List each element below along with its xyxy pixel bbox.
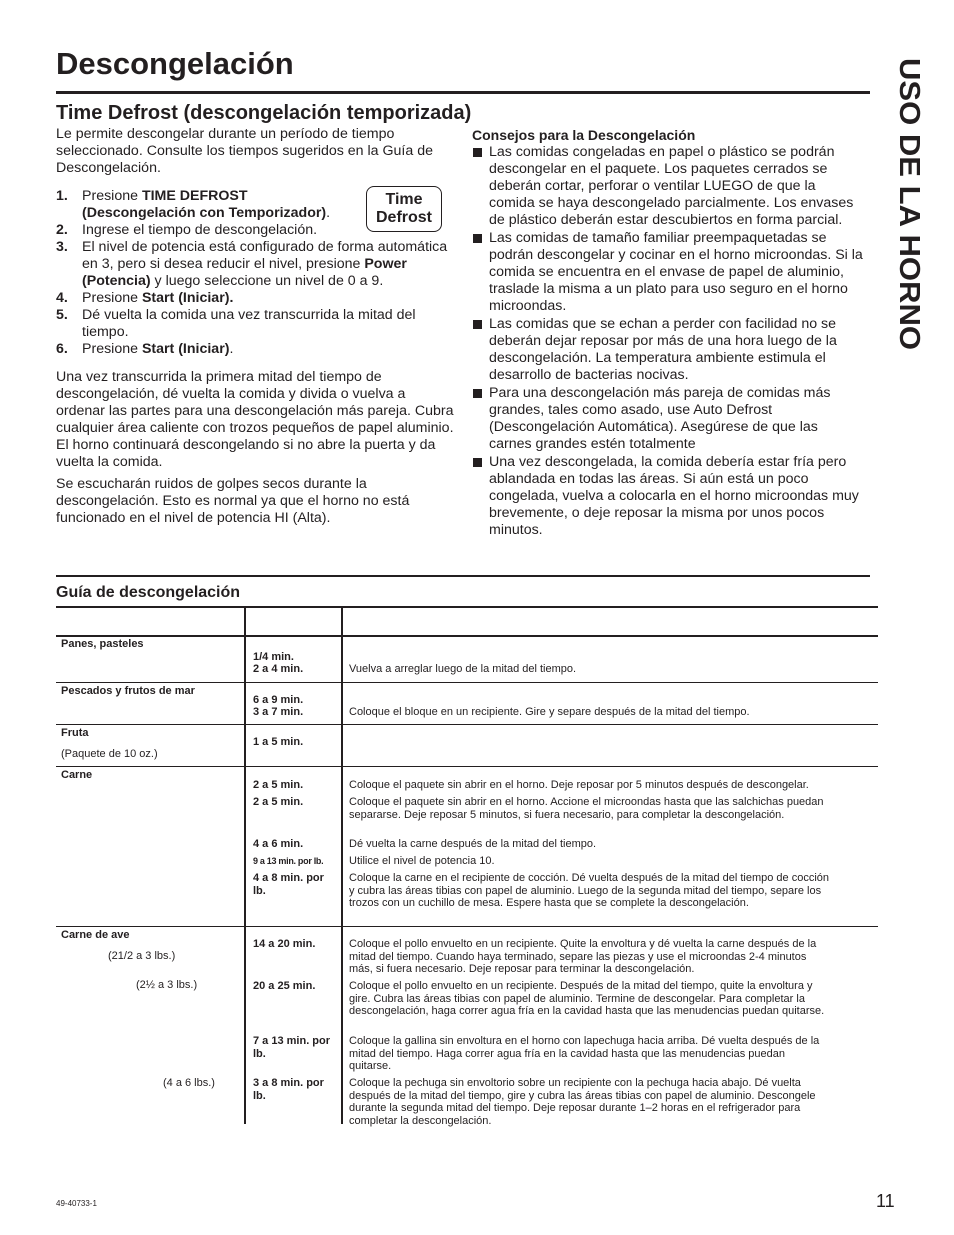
row-time: 14 a 20 min. — [253, 938, 316, 950]
row-instruction: Coloque el bloque en un recipiente. Gire y separe después de la mitad del tiempo. — [349, 706, 750, 718]
guide-title: Guía de descongelación — [56, 584, 241, 601]
step-text: Ingrese el tiempo de descongelación. — [82, 222, 318, 238]
table-row — [56, 636, 878, 682]
tip-item — [472, 385, 864, 453]
row-instruction: Coloque la pechuga sin envoltorio sobre un recipiente con la pechuga hacia abajo. Dé vuelta después de la mitad del tiempo, gire y cubra las áreas tibias con papel de aluminio. Descongele durante la segunda mitad del tiempo. Deje reposar durante 1–2 horas en el refrigerador para completar la descongelación. — [349, 1077, 816, 1127]
row-instruction: Coloque la gallina sin envoltura en el horno con lapechuga hacia arriba. Dé vuelta después de la mitad del tiempo. Haga correr agua fría en la cavidad hasta que las menudencias puedan quitarse. — [349, 1035, 820, 1072]
tips-list — [472, 144, 864, 540]
row-time: 20 a 25 min. — [253, 980, 316, 992]
row-time: 7 a 13 min. por lb. — [253, 1035, 331, 1060]
row-time: 9 a 13 min. por lb. — [253, 856, 324, 866]
step-number: 1. — [56, 188, 68, 204]
square-bullet-icon — [473, 320, 482, 329]
tips-heading: Consejos para la Descongelación — [472, 127, 696, 143]
row-time: 1/4 min. — [253, 651, 294, 663]
square-bullet-icon — [473, 389, 482, 398]
step-number: 2. — [56, 222, 68, 238]
row-time: 2 a 5 min. — [253, 779, 304, 791]
keypad-line1: Time — [385, 191, 423, 208]
row-instruction: Dé vuelta la carne después de la mitad del tiempo. — [349, 838, 597, 850]
table-row — [56, 724, 878, 766]
row-category: Panes, pasteles — [61, 638, 144, 650]
section-divider — [56, 575, 870, 577]
time-defrost-heading-rest: (descongelación temporizada) — [177, 102, 472, 124]
row-time: 4 a 6 min. — [253, 838, 304, 850]
step-item — [56, 239, 456, 290]
row-instruction: Coloque el paquete sin abrir en el horno. Deje reposar por 5 minutos después de descongelar. — [349, 779, 809, 791]
tip-text: Las comidas congeladas en papel o plástico se podrán descongelar en el paquete. Los paquetes cerrados se deberán cortar, perforar o ventilar LUEGO de que la comida se haya descongelado parcialmente. Los envases de plástico deberán estar descubiertos en forma parcial. — [489, 144, 854, 228]
step-bold: Power (Potencia) — [82, 256, 407, 289]
square-bullet-icon — [473, 234, 482, 243]
tip-item — [472, 316, 864, 384]
steps-list — [56, 188, 456, 358]
row-time: 3 a 8 min. por lb. — [253, 1077, 324, 1102]
step-item — [56, 307, 456, 341]
step-bold-cont: (Descongelación con Temporizador) — [82, 205, 327, 221]
row-category: Pescados y frutos de mar — [61, 685, 195, 697]
row-subtext: (4 a 6 lbs.) — [163, 1077, 215, 1089]
row-time: 4 a 8 min. por lb. — [253, 872, 324, 897]
tip-text: Una vez descongelada, la comida debería estar fría pero ablandada en todas las áreas. Si aún está un poco congelada, vuelva a colocarla en el horno microondas muy brevemente, o deje reposar la misma por unos pocos minutos. — [489, 454, 859, 538]
row-instruction: Coloque el pollo envuelto en un recipiente. Después de la mitad del tiempo, quite la envoltura y gire. Cubra las áreas tibias con papel de aluminio. Termine de descongelar. Para completar la descongelación, haga correr agua fría en la cavidad hasta que las menudencias puedan quitarse. — [349, 980, 825, 1017]
guide-top-rule — [56, 606, 878, 608]
row-instruction: Coloque el pollo envuelto en un recipiente. Quite la envoltura y dé vuelta la carne después de la mitad del tiempo. Cuando haya terminado, separe las piezas y use el microondas 2-4 minutos más, si fuera necesario. Deje reposar para terminar la descongelación. — [349, 938, 817, 975]
table-row — [56, 926, 878, 1126]
step-item — [56, 222, 456, 239]
tip-item — [472, 454, 864, 539]
step-bold: TIME DEFROST — [141, 188, 248, 204]
time-defrost-heading — [56, 102, 471, 125]
step-item — [56, 290, 456, 307]
step-item — [56, 341, 456, 358]
row-instruction: Utilice el nivel de potencia 10. — [349, 855, 495, 867]
turn-food-paragraph: Una vez transcurrida la primera mitad del tiempo de descongelación, dé vuelta la comida y divida o vuelva a ordenar las partes para una descongelación más pareja. Cubra cualquier área caliente con trozos pequeños de papel aluminio. El horno continuará descongelando si no abre la puerta y da vuelta la comida. — [56, 369, 454, 470]
step-number: 6. — [56, 341, 68, 357]
row-time: 2 a 4 min. — [253, 663, 304, 675]
page-number: 11 — [876, 1191, 895, 1211]
tip-item — [472, 230, 864, 315]
title-divider — [56, 91, 870, 94]
side-tab — [886, 56, 934, 356]
table-row — [56, 766, 878, 926]
table-row — [56, 682, 878, 724]
row-instruction: Coloque la carne en el recipiente de cocción. Dé vuelta después de la mitad del tiempo de cocción y cubra las áreas tibias con papel de aluminio. Luego de la segunda mitad del tiempo, separe los trozos con un cuchillo de mesa. Espere hasta que se complete la descongelación. — [349, 872, 830, 909]
square-bullet-icon — [473, 458, 482, 467]
time-defrost-intro: Le permite descongelar durante un período de tiempo seleccionado. Consulte los tiempos sugeridos en la Guía de Descongelación. — [56, 126, 433, 176]
step-bold: Start (Iniciar). — [141, 290, 234, 306]
document-number: 49-40733-1 — [56, 1199, 97, 1208]
row-time: 1 a 5 min. — [253, 736, 304, 748]
row-time: 3 a 7 min. — [253, 706, 304, 718]
step-text-post: y luego seleccione un nivel de 0 a 9. — [150, 273, 384, 289]
side-tab-label: USO DE LA HORNO — [893, 58, 925, 331]
tip-text: Las comidas que se echan a perder con facilidad no se deberán dejar reposar por más de una hora luego de la descongelación. La temperatura ambiente estimula el desarrollo de bacterias nocivas. — [489, 316, 837, 383]
step-item — [56, 188, 456, 222]
step-text-post: . — [326, 205, 331, 221]
step-text: Dé vuelta la comida una vez transcurrida la mitad del tiempo. — [82, 307, 416, 340]
step-number: 5. — [56, 307, 68, 323]
row-subtext: (21/2 a 3 lbs.) — [108, 950, 176, 962]
row-instruction: Coloque el paquete sin abrir en el horno. Accione el microondas hasta que las salchichas puedan separarse. Deje reposar 5 minutos, si fuera necesario, para completar la descongelación. — [349, 796, 824, 821]
square-bullet-icon — [473, 148, 482, 157]
tip-text: Las comidas de tamaño familiar preempaquetadas se podrán descongelar y cocinar en el horno microondas. Si la comida se encuentra en el envase de papel de aluminio, traslade la misma a un plato para uso seguro en el horno microondas. — [489, 230, 863, 314]
step-number: 4. — [56, 290, 68, 306]
time-defrost-heading-bold: Time Defrost — [56, 102, 178, 124]
step-number: 3. — [56, 239, 68, 255]
row-category: Carne de ave — [61, 929, 130, 941]
row-subtext: (2½ a 3 lbs.) — [136, 979, 198, 991]
row-instruction: Vuelva a arreglar luego de la mitad del tiempo. — [349, 663, 577, 675]
step-bold: Start (Iniciar) — [141, 341, 230, 357]
row-category: Fruta — [61, 727, 89, 739]
page-title: Descongelación — [56, 46, 294, 81]
step-text: El nivel de potencia está configurado de forma automática en 3, pero si desea reducir el nivel, presione — [82, 239, 448, 272]
noise-paragraph: Se escucharán ruidos de golpes secos durante la descongelación. Esto es normal ya que el horno no está funcionado en el nivel de potencia HI (Alta). — [56, 476, 410, 526]
row-time: 2 a 5 min. — [253, 796, 304, 808]
keypad-line2: Defrost — [375, 209, 432, 226]
step-text: Presione — [82, 341, 142, 357]
row-category: Carne — [61, 769, 93, 781]
step-text-post: . — [229, 341, 234, 357]
tip-item — [472, 144, 864, 229]
step-text: Presione — [82, 188, 142, 204]
tip-text: Para una descongelación más pareja de comidas más grandes, tales como asado, use Auto Defrost (Descongelación Automática). Asegúrese de que las carnes grandes estén totalmente — [489, 385, 831, 452]
row-subtext: (Paquete de 10 oz.) — [61, 748, 158, 760]
row-time: 6 a 9 min. — [253, 694, 304, 706]
step-text: Presione — [82, 290, 142, 306]
